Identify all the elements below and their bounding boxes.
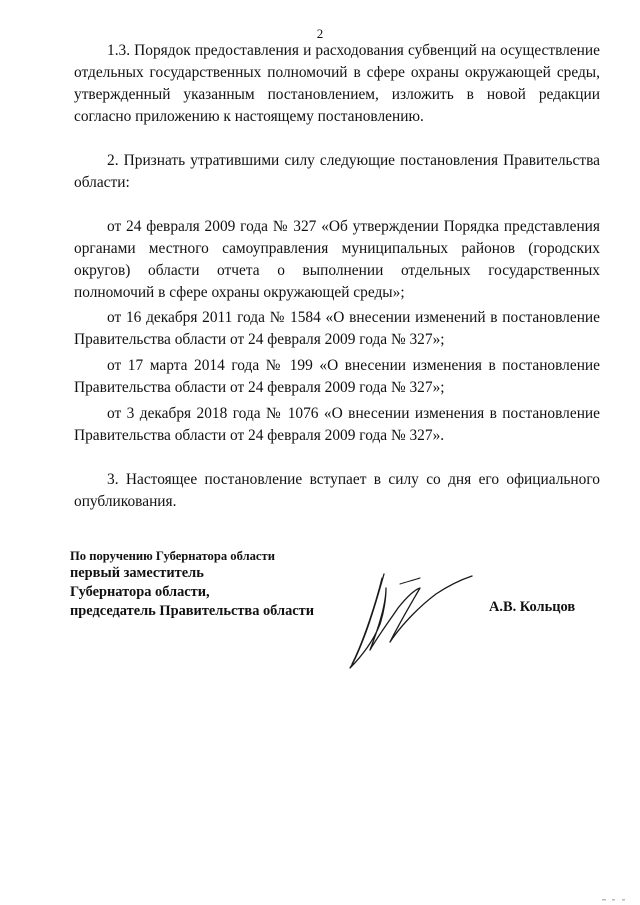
paragraph-resolution-199: от 17 марта 2014 года № 199 «О внесении изменения в постановление Правительства области от 24 февраля 2009 года № 327»; <box>74 357 600 396</box>
page-number: 2 <box>316 26 324 41</box>
paragraph-2: 2. Признать утратившими силу следующие постановления Правительства области: <box>74 152 600 191</box>
paragraph-resolution-1076: от 3 декабря 2018 года № 1076 «О внесении изменения в постановление Правительства области от 24 февраля 2009 года № 327». <box>74 405 600 444</box>
paragraph-1-3: 1.3. Порядок предоставления и расходования субвенций на осуществление отдельных государственных полномочий в сфере охраны окружающей среды, утвержденный указанным постановлением, изложить в новой редакции согласно приложению к настоящему постановлению. <box>74 42 600 125</box>
paragraph-3: 3. Настоящее постановление вступает в силу со дня его официального опубликования. <box>74 471 600 510</box>
signatory-position-1: первый заместитель <box>70 565 204 581</box>
paragraph-resolution-1584: от 16 декабря 2011 года № 1584 «О внесении изменений в постановление Правительства области от 24 февраля 2009 года № 327»; <box>74 309 600 348</box>
signatory-title-block <box>70 548 314 621</box>
signatory-authority: По поручению Губернатора области <box>70 549 275 563</box>
document-body <box>74 40 600 513</box>
paragraph-resolution-327: от 24 февраля 2009 года № 327 «Об утверждении Порядка представления органами местного самоуправления муниципальных районов (городских округов) области отчета о выполнении отдельных государственных полномочий в сфере охраны окружающей среды»; <box>74 218 600 301</box>
signatory-position-2: Губернатора области, <box>70 584 210 600</box>
signatory-name: А.В. Кольцов <box>489 599 576 615</box>
scan-artifact <box>602 899 632 901</box>
signatory-position-3: председатель Правительства области <box>70 603 315 619</box>
handwritten-signature <box>340 562 480 672</box>
